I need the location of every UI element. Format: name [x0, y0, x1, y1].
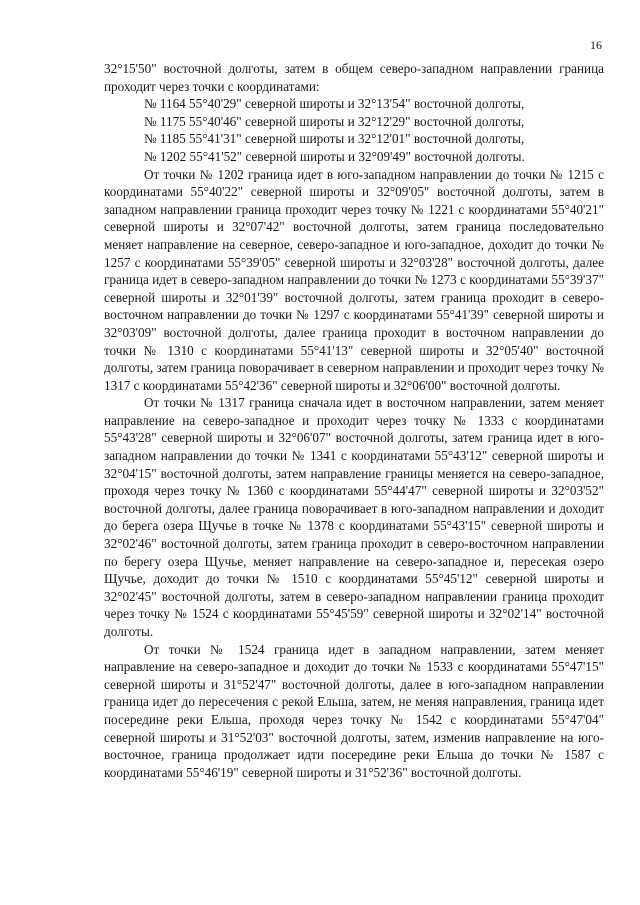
page-number: 16	[590, 38, 602, 52]
intro-paragraph: 32°15'50" восточной долготы, затем в общем северо-западном направлении граница проходит через точки с координатами:	[104, 61, 604, 94]
coordinate-line: № 1185 55°41'31" северной широты и 32°12'01" восточной долготы,	[144, 131, 525, 147]
coordinate-line: № 1175 55°40'46" северной широты и 32°12'29" восточной долготы,	[144, 113, 525, 129]
coordinate-line: № 1164 55°40'29" северной широты и 32°13'54" восточной долготы,	[144, 96, 525, 112]
coordinate-list	[104, 95, 604, 165]
paragraph-point-1524: От точки № 1524 граница идет в западном направлении, затем меняет направление на северо-западное и доходит до точки № 1533 с координатами 55°47'15" северной широты и 31°52'47" восточной долготы, далее в юго-западном направлении граница идет до пересечения с рекой Ельша, затем, не меняя направления, граница идет посередине реки Ельша, проходя через точку № 1542 с координатами 55°47'04" северной широты и 31°52'03" восточной долготы, затем, изменив направление на юго-восточное, граница продолжает идти посередине реки Ельша до точки № 1587 с координатами 55°46'19" северной широты и 31°52'36" восточной долготы.	[104, 641, 604, 780]
paragraph-point-1317: От точки № 1317 граница сначала идет в восточном направлении, затем меняет направление на северо-западное и проходит через точку № 1333 с координатами 55°43'28" северной широты и 32°06'07" восточной долготы, затем граница идет в юго-западном направлении до точки № 1341 с координатами 55°43'12" северной широты и 32°04'15" восточной долготы, затем направление границы меняется на северо-западное, проходя через точку № 1360 с координатами 55°44'47" северной широты и 32°03'52" восточной долготы, далее граница поворачивает в юго-западном направлении и доходит до берега озера Щучье в точке № 1378 с координатами 55°43'15" северной широты и 32°02'46" восточной долготы, затем граница проходит в северо-восточном направлении по берегу озера Щучье, меняет направление на северо-западное и, пересекая озеро Щучье, доходит до точки № 1510 с координатами 55°45'12" северной широты и 32°02'45" восточной долготы, затем в северо-западном направлении граница проходит через точку № 1524 с координатами 55°45'59" северной широты и 32°02'14" восточной долготы.	[104, 395, 604, 639]
paragraph-point-1202: От точки № 1202 граница идет в юго-западном направлении до точки № 1215 с координатами 55°40'22" северной широты и 32°09'05" восточной долготы, затем в западном направлении граница проходит через точку № 1221 с координатами 55°40'21" северной широты и 32°07'42" восточной долготы, затем граница последовательно меняет направление на северное, северо-западное и юго-западное, доходит до точки № 1257 с координатами 55°39'05" северной широты и 32°03'28" восточной долготы, далее граница идет в северо-западном направлении до точки № 1273 с координатами 55°39'37" северной широты и 32°01'39" восточной долготы, затем граница проходит в северо-восточном направлении до точки № 1297 с координатами 55°41'39" северной широты и 32°03'09" восточной долготы, далее граница проходит в восточном направлении до точки № 1310 с координатами 55°41'13" северной широты и 32°05'40" восточной долготы, затем граница поворачивает в северном направлении и проходит через точку № 1317 с координатами 55°42'36" северной широты и 32°06'00" восточной долготы.	[104, 166, 604, 393]
document-body	[104, 60, 604, 781]
coordinate-line: № 1202 55°41'52" северной широты и 32°09'49" восточной долготы.	[144, 148, 525, 164]
